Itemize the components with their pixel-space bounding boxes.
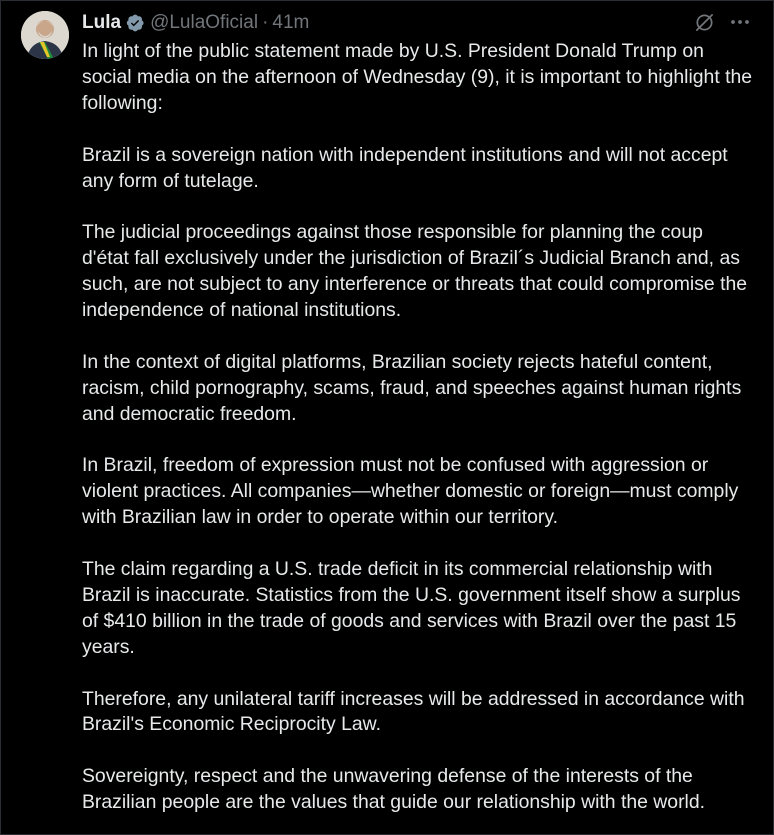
tweet-paragraph: In light of the public statement made by U.S. President Donald Trump on social media on the afternoon of Wednesday (9), it is important to highlight the following: (82, 40, 753, 114)
tweet-header (82, 11, 309, 35)
author-handle[interactable]: @LulaOficial (150, 12, 259, 33)
author-name[interactable]: Lula (82, 12, 122, 33)
tweet-paragraph: Sovereignty, respect and the unwavering defense of the interests of the Brazilian people are the values that guide our relationship with the world. (82, 765, 706, 814)
avatar-image (21, 11, 69, 59)
grok-icon[interactable] (693, 11, 715, 33)
verified-badge-icon (125, 13, 145, 33)
tweet-paragraph: In Brazil, freedom of expression must not be confused with aggression or violent practices. All companies—whether domestic or foreign—must comply with Brazilian law in order to operate within our territory. (82, 454, 739, 529)
tweet-actions (693, 11, 751, 33)
tweet-paragraph: The judicial proceedings against those responsible for planning the coup d'état fall exclusively under the jurisdiction of Brazil´s Judicial Branch and, as such, are not subject to any interference or threats that could compromise the independence of national institutions. (82, 221, 748, 322)
avatar[interactable] (21, 11, 69, 59)
separator-dot: · (262, 12, 269, 33)
tweet-paragraph: Therefore, any unilateral tariff increases will be addressed in accordance with Brazil's Economic Reciprocity Law. (82, 687, 745, 736)
more-icon[interactable] (729, 11, 751, 33)
tweet-paragraph: Brazil is a sovereign nation with independent institutions and will not accept any form of tutelage. (82, 143, 728, 192)
tweet-text (82, 39, 754, 816)
tweet-paragraph: The claim regarding a U.S. trade deficit in its commercial relationship with Brazil is inaccurate. Statistics from the U.S. government itself show a surplus of $410 billion in the trade of goods and services with Brazil over the past 15 years. (82, 558, 741, 658)
tweet-paragraph: In the context of digital platforms, Brazilian society rejects hateful content, racism, child pornography, scams, fraud, and speeches against human rights and democratic freedom. (82, 350, 742, 425)
timestamp[interactable]: 41m (272, 12, 310, 33)
